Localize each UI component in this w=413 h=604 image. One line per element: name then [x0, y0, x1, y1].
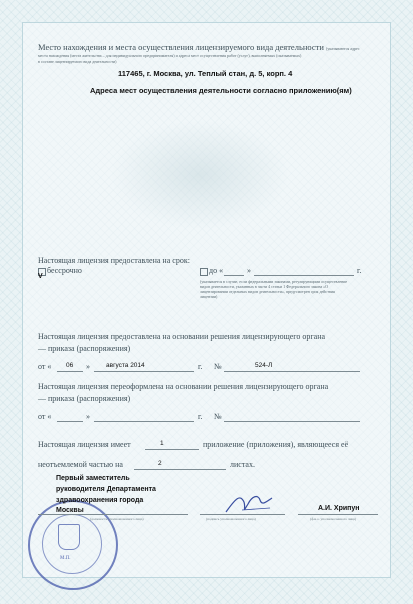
basis-number-label: №: [214, 362, 222, 371]
basis-from-label: от «: [38, 362, 52, 371]
term-label: Настоящая лицензия предоставлена на срок:: [38, 256, 190, 265]
until-month-line: [254, 275, 354, 276]
basis-year-suffix: г.: [198, 362, 203, 371]
basis-number-line: [224, 371, 360, 372]
signatory-position-4: Москвы: [56, 507, 84, 514]
until-day-line: [224, 275, 244, 276]
unlimited-label: бессрочно: [47, 266, 82, 275]
until-prefix: до «: [209, 266, 224, 275]
watermark: [110, 120, 290, 230]
name-caption: (ф.и.о. уполномоченного лица): [310, 517, 357, 521]
basis-day-line: [57, 371, 83, 372]
basis-mid: »: [86, 362, 90, 371]
name-line: [298, 514, 378, 515]
until-checkbox[interactable]: [200, 268, 208, 276]
coat-of-arms-icon: [58, 524, 80, 550]
until-mid: »: [247, 266, 251, 275]
signature-line: [200, 514, 285, 515]
address-text: 117465, г. Москва, ул. Теплый стан, д. 5, корп. 4: [118, 69, 293, 78]
location-title: Место нахождения и места осуществления лицензируемого вида деятельности (указываются адрес: [38, 42, 360, 52]
signatory-position-2: руководителя Департамента: [56, 486, 156, 493]
signatory-position-1: Первый заместитель: [56, 475, 130, 482]
stamp-label: М.П.: [60, 556, 71, 561]
appendix-sheets: 2: [158, 460, 162, 467]
position-caption: (должность уполномоченного лица): [90, 517, 144, 521]
until-suffix: г.: [357, 266, 362, 275]
basis-month-year: августа 2014: [106, 362, 145, 369]
reissue-year-suffix: г.: [198, 412, 203, 421]
appendix-prefix: Настоящая лицензия имеет: [38, 440, 131, 449]
term-note: (указывается в случае, если федеральными законами, регулирующими осуществление видов деятельности, указанных в части 4 статьи 1 Федерального закона «О лицензировании отдельных видов деятельности», предусмотрен срок действия лицензии): [200, 279, 348, 299]
reissue-day-line: [57, 421, 83, 422]
signature-caption: (подпись уполномоченного лица): [206, 517, 256, 521]
reissue-number-line: [224, 421, 360, 422]
basis-line-2: — приказа (распоряжения): [38, 344, 131, 353]
position-line: [38, 514, 188, 515]
document-frame: [22, 22, 391, 578]
basis-month-line: [94, 371, 194, 372]
appendix-count-line: [145, 449, 199, 450]
signatory-position-3: здравоохранения города: [56, 497, 144, 504]
reissue-mid: »: [86, 412, 90, 421]
reissue-number-label: №: [214, 412, 222, 421]
appendix-sheets-line: [134, 469, 226, 470]
reissue-line-2: — приказа (распоряжения): [38, 394, 131, 403]
location-note-1: места нахождения (места жительства – для индивидуального предпринимателя) и адреса мест осуществления работ (услуг), выполняемых (оказываемых): [38, 53, 302, 58]
appendix-count: 1: [160, 440, 164, 447]
basis-number: 524-Л: [255, 362, 273, 369]
signatory-name: А.И. Хрипун: [318, 505, 360, 512]
reissue-line-1: Настоящая лицензия переоформлена на основании решения лицензирующего органа: [38, 382, 329, 391]
reissue-month-line: [94, 421, 194, 422]
appendix-line2-suffix: листах.: [230, 460, 255, 469]
basis-line-1: Настоящая лицензия предоставлена на основании решения лицензирующего органа: [38, 332, 326, 341]
checkmark-icon: V: [38, 273, 43, 280]
location-note-2: в составе лицензируемого вида деятельности): [38, 59, 117, 64]
appendix-line2-prefix: неотъемлемой частью на: [38, 460, 123, 469]
basis-day: 06: [66, 362, 74, 369]
appendix-suffix: приложение (приложения), являющееся её: [203, 440, 349, 449]
appendix-addresses-note: Адреса мест осуществления деятельности согласно приложению(ям): [90, 86, 352, 95]
reissue-from-label: от «: [38, 412, 52, 421]
